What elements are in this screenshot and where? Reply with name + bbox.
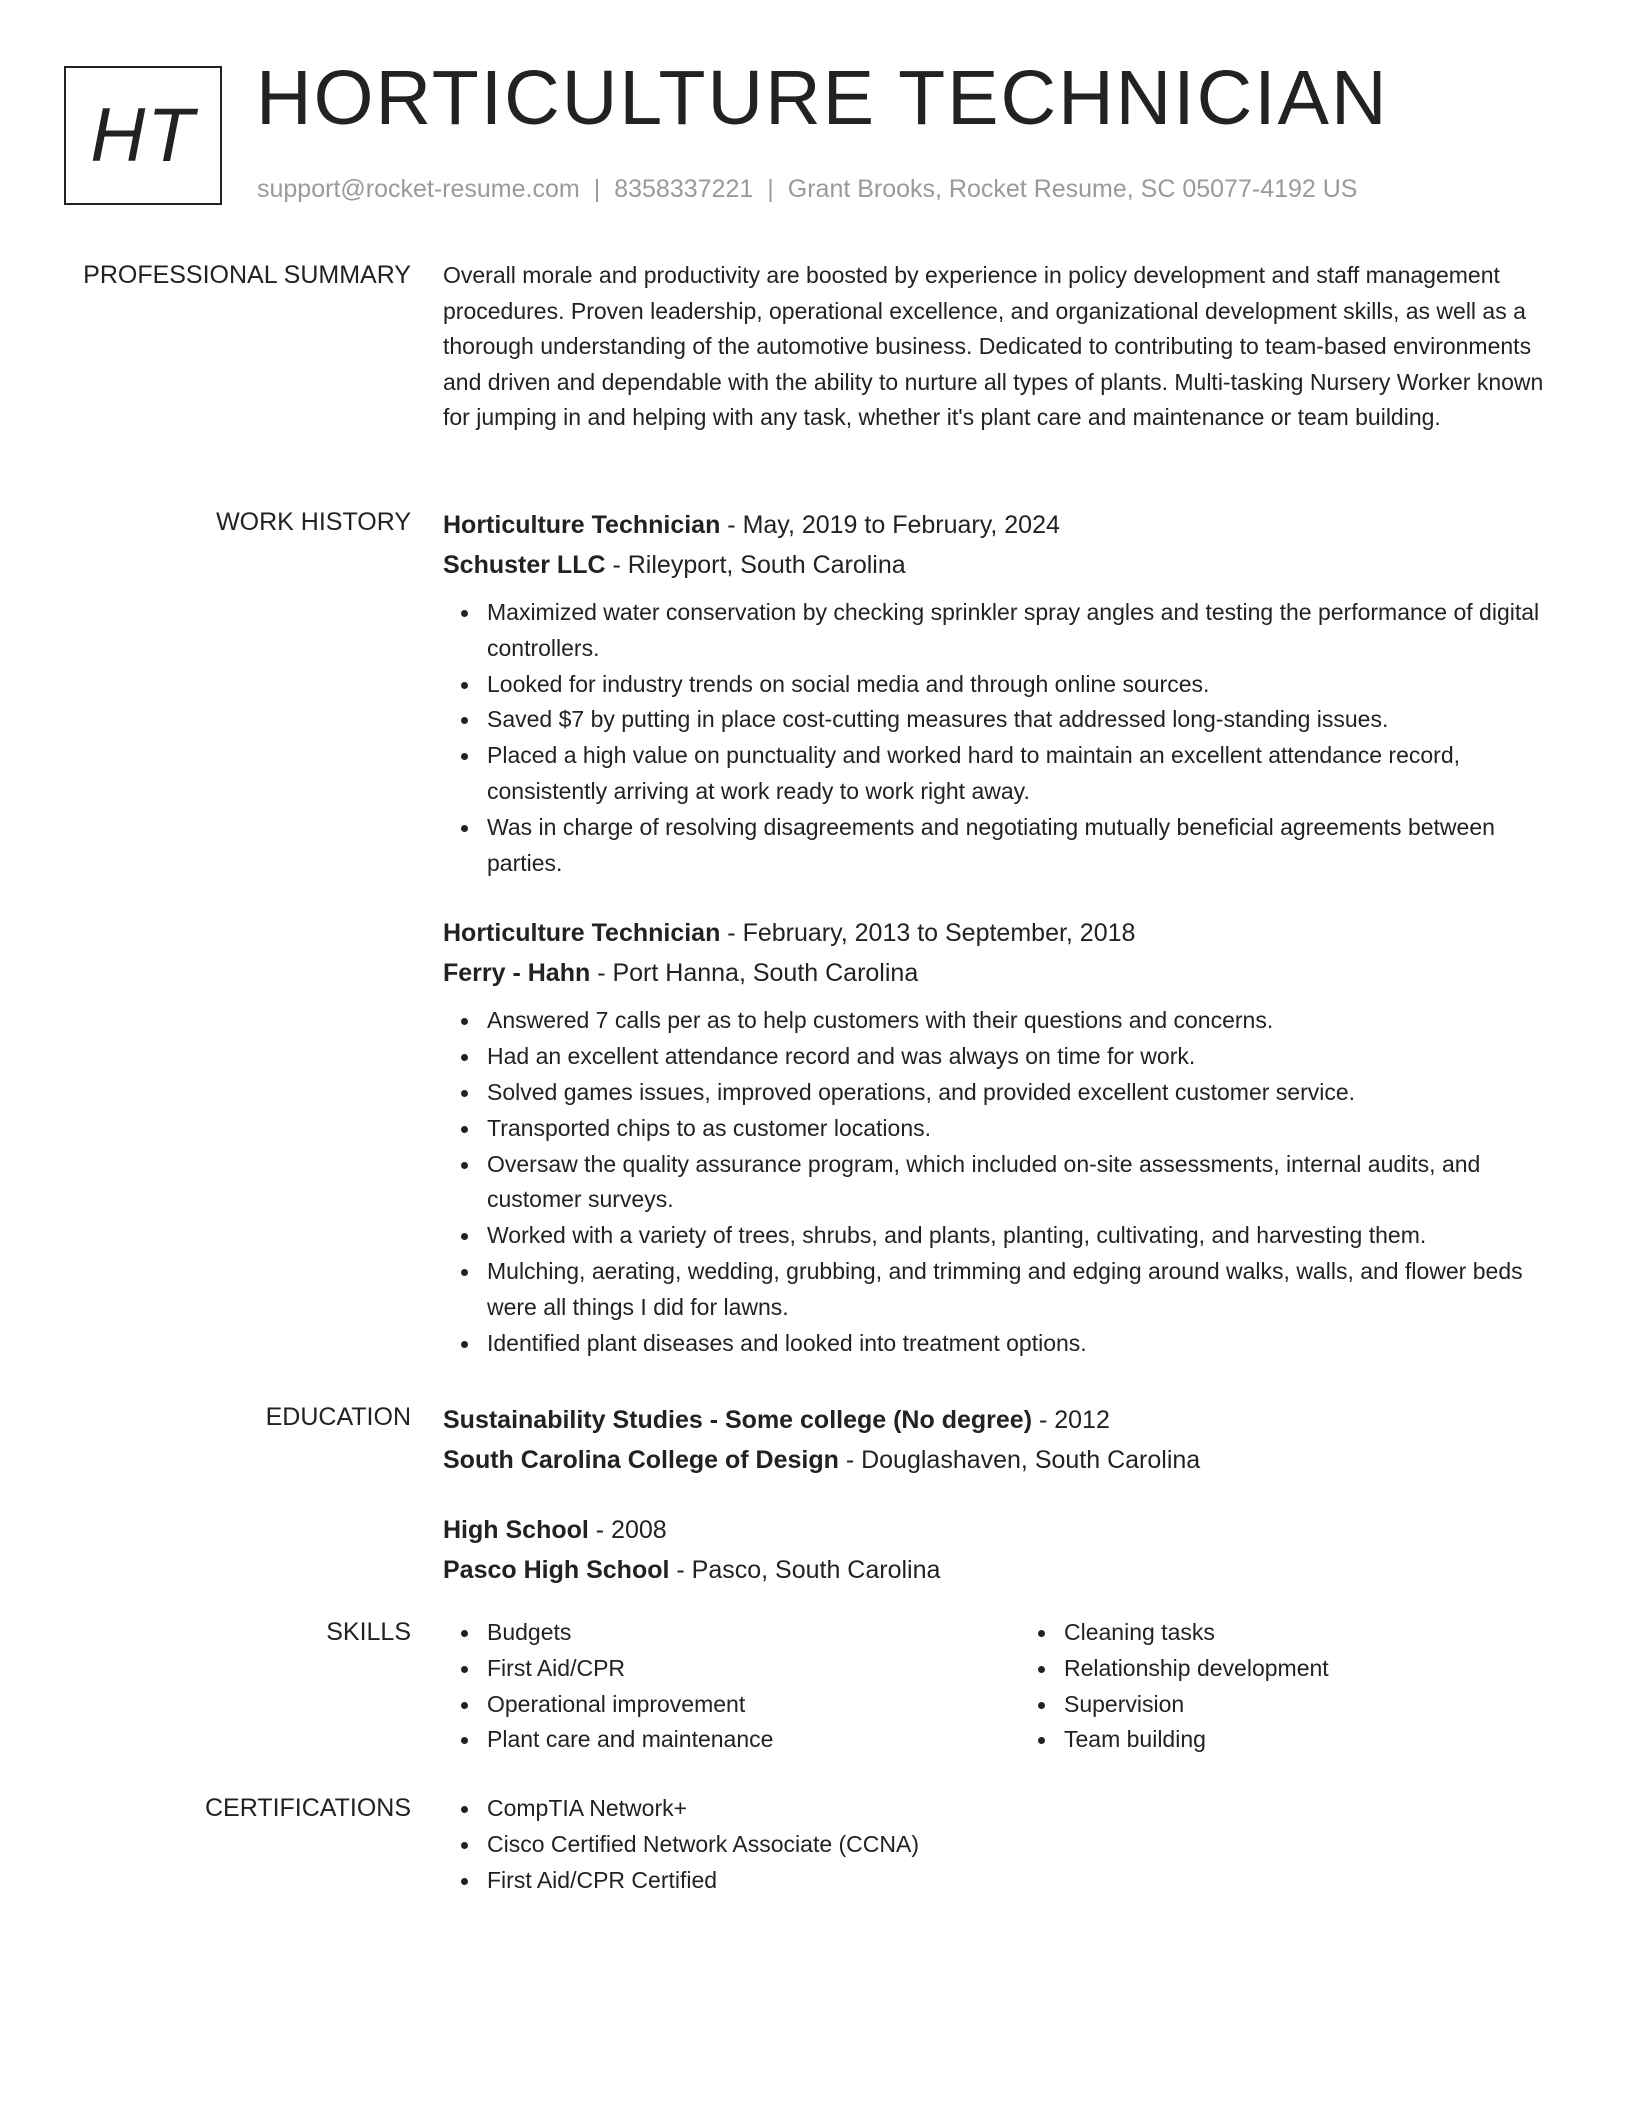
certifications-body: [443, 1791, 1553, 1898]
contact-line: [257, 174, 1357, 204]
section-label-skills: SKILLS: [326, 1618, 411, 1646]
job-title: Horticulture Technician: [443, 511, 721, 539]
job-bullet: Worked with a variety of trees, shrubs, and plants, planting, cultivating, and harvesting them.: [487, 1218, 1553, 1254]
education-location: - Douglashaven, South Carolina: [838, 1446, 1201, 1474]
skill-item: Plant care and maintenance: [487, 1722, 976, 1758]
job-bullets: [443, 595, 1553, 881]
skill-item: Team building: [1064, 1722, 1553, 1758]
education-entry: [443, 1400, 1553, 1480]
education-year: - 2008: [588, 1516, 667, 1544]
education-location: - Pasco, South Carolina: [669, 1556, 941, 1584]
job-dates: - May, 2019 to February, 2024: [720, 511, 1060, 539]
education-school: Pasco High School: [443, 1556, 670, 1584]
education-entry: [443, 1510, 1553, 1590]
skills-body: [443, 1615, 1553, 1758]
skills-list-col2: [1020, 1615, 1553, 1758]
job-company-line: [443, 545, 1553, 585]
job-bullet: Maximized water conservation by checking sprinkler spray angles and testing the performance of digital controllers.: [487, 595, 1553, 667]
job-title: Horticulture Technician: [443, 919, 721, 948]
education-body: [443, 1400, 1553, 1590]
certification-item: Cisco Certified Network Associate (CCNA): [487, 1827, 1553, 1863]
summary-body: [443, 258, 1553, 436]
education-degree-line: [443, 1510, 1553, 1550]
education-degree: Sustainability Studies - Some college (No degree): [443, 1406, 1033, 1434]
certification-item: CompTIA Network+: [487, 1791, 1553, 1827]
skills-list-col1: [443, 1615, 976, 1758]
job-company: Ferry - Hahn: [443, 959, 591, 988]
contact-separator: |: [767, 175, 774, 203]
education-degree-line: [443, 1400, 1553, 1440]
education-year: - 2012: [1032, 1406, 1110, 1434]
job-location: - Rileyport, South Carolina: [605, 551, 906, 579]
contact-address: Grant Brooks, Rocket Resume, SC 05077-4192 US: [787, 175, 1358, 203]
monogram-box: [64, 66, 222, 205]
job-company-line: [443, 953, 1553, 993]
job-title-line: [443, 913, 1553, 953]
job-company: Schuster LLC: [443, 551, 606, 579]
job-bullet: Looked for industry trends on social media and through online sources.: [487, 667, 1553, 703]
contact-email: support@rocket-resume.com: [257, 175, 580, 203]
section-label-education: EDUCATION: [265, 1403, 411, 1431]
section-label-summary: PROFESSIONAL SUMMARY: [83, 261, 411, 289]
job-bullet: Answered 7 calls per as to help customers with their questions and concerns.: [487, 1003, 1553, 1039]
education-degree: High School: [443, 1516, 589, 1544]
education-school: South Carolina College of Design: [443, 1446, 839, 1474]
skill-item: Budgets: [487, 1615, 976, 1651]
job-entry: [443, 505, 1553, 881]
education-school-line: [443, 1550, 1553, 1590]
job-bullet: Oversaw the quality assurance program, which included on-site assessments, internal audits, and customer surveys.: [487, 1147, 1553, 1219]
job-bullet: Placed a high value on punctuality and worked hard to maintain an excellent attendance record, consistently arriving at work ready to work right away.: [487, 738, 1553, 810]
certification-item: First Aid/CPR Certified: [487, 1863, 1553, 1899]
summary-text: Overall morale and productivity are boosted by experience in policy development and staff management procedures. Proven leadership, operational excellence, and organizational development skills, as well as a thorough understanding of the automotive business. Dedicated to contributing to team-based environments and driven and dependable with the ability to nurture all types of plants. Multi-tasking Nursery Worker known for jumping in and helping with any task, whether it's plant care and maintenance or team building.: [443, 262, 1544, 431]
skills-columns: [443, 1615, 1553, 1758]
job-bullet: Was in charge of resolving disagreements and negotiating mutually beneficial agreements between parties.: [487, 810, 1553, 882]
job-entry: [443, 913, 1553, 1361]
monogram-initials: HT: [90, 92, 196, 178]
education-school-line: [443, 1440, 1553, 1480]
skill-item: Cleaning tasks: [1064, 1615, 1553, 1651]
skill-item: Relationship development: [1064, 1651, 1553, 1687]
job-dates: - February, 2013 to September, 2018: [720, 919, 1136, 948]
certifications-list: [443, 1791, 1553, 1898]
job-bullets: [443, 1003, 1553, 1361]
job-bullet: Had an excellent attendance record and was always on time for work.: [487, 1039, 1553, 1075]
job-bullet: Transported chips to as customer locations.: [487, 1111, 1553, 1147]
job-location: - Port Hanna, South Carolina: [590, 959, 919, 988]
job-title-line: [443, 505, 1553, 545]
skill-item: First Aid/CPR: [487, 1651, 976, 1687]
job-bullet: Saved $7 by putting in place cost-cutting measures that addressed long-standing issues.: [487, 702, 1553, 738]
skill-item: Supervision: [1064, 1687, 1553, 1723]
job-bullet: Identified plant diseases and looked into treatment options.: [487, 1326, 1553, 1362]
job-bullet: Mulching, aerating, wedding, grubbing, and trimming and edging around walks, walls, and flower beds were all things I did for lawns.: [487, 1254, 1553, 1326]
contact-phone: 8358337221: [614, 175, 754, 203]
section-label-work-history: WORK HISTORY: [216, 508, 411, 536]
skill-item: Operational improvement: [487, 1687, 976, 1723]
contact-separator: |: [593, 175, 601, 203]
work-body: [443, 505, 1553, 1361]
job-bullet: Solved games issues, improved operations, and provided excellent customer service.: [487, 1075, 1553, 1111]
resume-title: HORTICULTURE TECHNICIAN: [256, 55, 1389, 141]
section-label-certifications: CERTIFICATIONS: [204, 1794, 411, 1822]
